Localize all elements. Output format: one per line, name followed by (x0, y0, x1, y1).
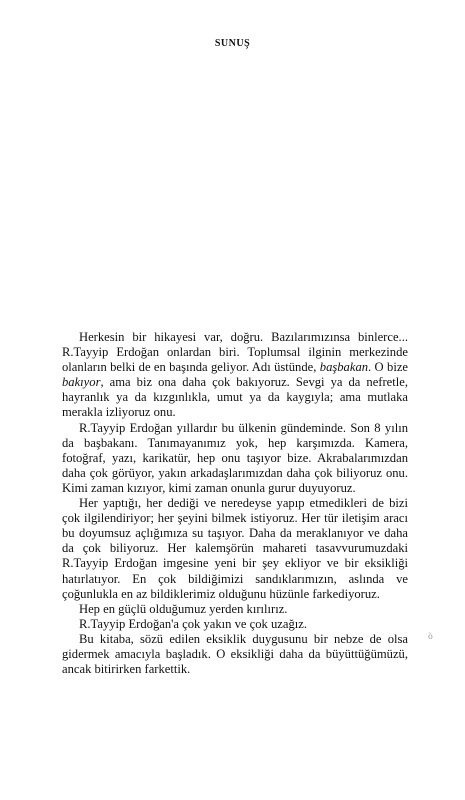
chapter-title: SUNUŞ (214, 38, 251, 49)
body-text (62, 330, 408, 677)
text-run: Hep en güçlü olduğumuz yerden kırılırız. (79, 601, 288, 616)
paragraph (62, 421, 408, 496)
margin-mark: ò (428, 632, 433, 641)
text-run: . O bize (368, 360, 408, 375)
text-run: Herkesin bir hikayesi var, doğru. Bazılarımızınsa binlerce... R.Tayyip Erdoğan onlardan biri. Toplumsal ilginin merkezinde olanların belki de en başında geliyor. Adı üstünde, (62, 330, 408, 375)
emphasized-text: başbakan (319, 360, 369, 375)
text-run: , ama biz ona daha çok bakıyoruz. Sevgi ya da nefretle, hayranlık ya da kızgınlıkla, umut ya da kaygıyla; ama mutlaka merakla izliyoruz onu. (62, 375, 408, 420)
text-run: R.Tayyip Erdoğan'a çok yakın ve çok uzağız. (79, 616, 307, 631)
text-run: Bu kitaba, sözü edilen eksiklik duygusunu bir nebze de olsa gidermek amacıyla başladık. O eksikliği daha da büyüttüğümüzü, ancak bitirirken farkettik. (62, 631, 408, 677)
paragraph (62, 330, 408, 421)
paragraph (62, 617, 408, 632)
paragraph (62, 496, 408, 602)
paragraph (62, 602, 408, 617)
paragraph (62, 632, 408, 677)
text-run: Her yaptığı, her dediği ve neredeyse yapıp etmedikleri de bizi çok ilgilendiriyor; her şeyini bilmek istiyoruz. Her tür iletişim aracı bu doyumsuz açlığımıza su taşıyor. Daha da meraklanıyor ve daha da çok biliyoruz. Her kalemşörün mahareti tasavvurumuzdaki R.Tayyip Erdoğan imgesine yeni bir şey ekliyor ve bir eksikliği hatırlatıyor. En çok bildiğimizi sandıklarımızın, aslında ve çoğunlukla en az bildiklerimiz olduğunu hüzünle farkediyoruz. (62, 496, 408, 601)
text-run: R.Tayyip Erdoğan yıllardır bu ülkenin gündeminde. Son 8 yılın da başbakanı. Tanımayanımız yok, hep karşımızda. Kamera, fotoğraf, yazı, karikatür, hep onu taşıyor bize. Akrabalarımızdan daha çok görüyor, yakın arkadaşlarımızdan daha çok biliyoruz onu. Kimi zaman kızıyor, kimi zaman onunla gurur duyuyoruz. (62, 420, 408, 495)
emphasized-text: bakıyor (62, 375, 101, 390)
